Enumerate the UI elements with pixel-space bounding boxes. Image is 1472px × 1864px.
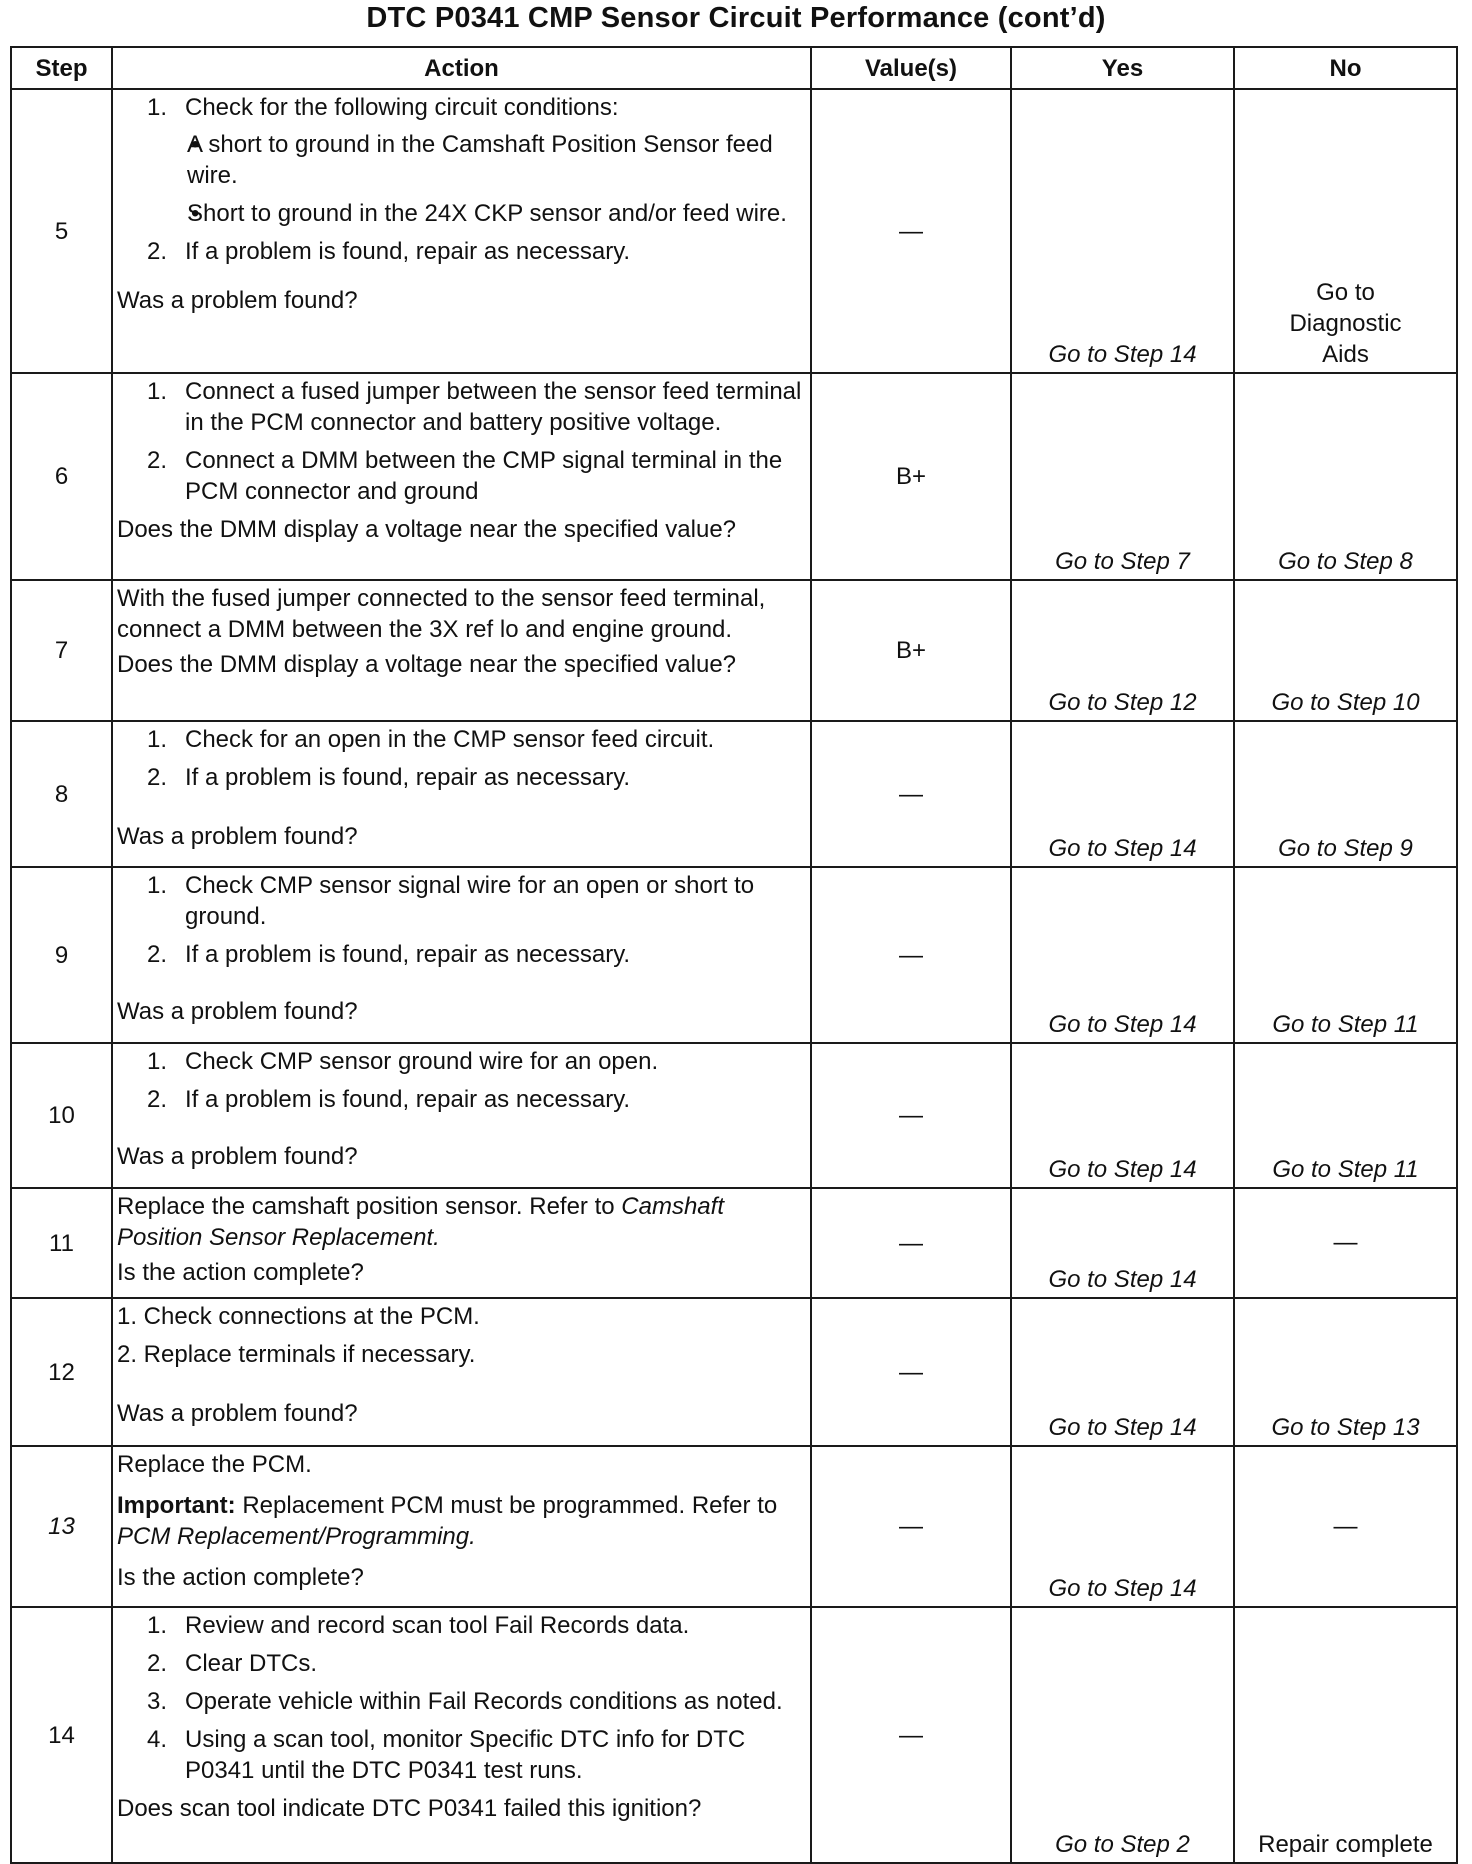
list-item: 1. Check connections at the PCM.: [117, 1303, 480, 1330]
no-cell: —: [1234, 1188, 1457, 1298]
value-cell: —: [811, 1607, 1011, 1863]
yes-cell: Go to Step 7: [1011, 373, 1234, 580]
value-cell: B+: [811, 580, 1011, 721]
list-item: 2. If a problem is found, repair as necessary.: [147, 764, 631, 791]
step-number: 12: [11, 1298, 112, 1446]
no-cell: Go to Step 13: [1234, 1298, 1457, 1446]
no-cell: Repair complete: [1234, 1607, 1457, 1863]
list-item: 4. Using a scan tool, monitor Specific DTC info for DTC P0341 until the DTC P0341 test runs.: [147, 1726, 746, 1784]
header-action: Action: [112, 47, 811, 89]
value-cell: B+: [811, 373, 1011, 580]
yes-cell: Go to Step 14: [1011, 1188, 1234, 1298]
yes-cell: Go to Step 14: [1011, 1043, 1234, 1188]
step-number: 13: [11, 1446, 112, 1607]
table-row: [11, 89, 1457, 373]
list-item: 3. Operate vehicle within Fail Records conditions as noted.: [147, 1688, 783, 1715]
list-item: 1. Check CMP sensor ground wire for an open.: [147, 1048, 659, 1075]
value-cell: —: [811, 1043, 1011, 1188]
value-cell: —: [811, 721, 1011, 867]
diagnostic-table: [10, 46, 1458, 1864]
question-text: Was a problem found?: [117, 1400, 358, 1427]
table-row: [11, 1188, 1457, 1298]
header-step: Step: [11, 47, 112, 89]
no-cell: Go to Step 11: [1234, 1043, 1457, 1188]
no-cell: Go to Step 10: [1234, 580, 1457, 721]
value-cell: —: [811, 867, 1011, 1043]
value-cell: —: [811, 1446, 1011, 1607]
list-item: 2. If a problem is found, repair as necessary.: [147, 941, 631, 968]
list-item: 1. Check CMP sensor signal wire for an open or short to ground.: [147, 872, 755, 930]
question-text: Was a problem found?: [117, 1143, 358, 1170]
action-text: With the fused jumper connected to the sensor feed terminal, connect a DMM between the 3X ref lo and engine ground.: [117, 585, 766, 643]
step-number: 10: [11, 1043, 112, 1188]
action-cell: [112, 721, 811, 867]
list-item: 2. If a problem is found, repair as necessary.: [147, 1086, 631, 1113]
yes-cell: Go to Step 14: [1011, 1298, 1234, 1446]
action-cell: [112, 1446, 811, 1607]
question-text: Was a problem found?: [117, 998, 358, 1025]
question-text: Was a problem found?: [117, 823, 358, 850]
value-cell: —: [811, 89, 1011, 373]
step-number: 8: [11, 721, 112, 867]
table-row: [11, 1043, 1457, 1188]
action-text: Replace the PCM.: [117, 1451, 312, 1478]
table-row: [11, 580, 1457, 721]
important-note: Important: Replacement PCM must be programmed. Refer to PCM Replacement/Programming.: [117, 1492, 778, 1550]
no-cell: Go to Diagnostic Aids: [1234, 89, 1457, 373]
list-item: 1. Check for an open in the CMP sensor feed circuit.: [147, 726, 715, 753]
value-cell: —: [811, 1298, 1011, 1446]
question-text: Is the action complete?: [117, 1564, 364, 1591]
list-item: 1. Review and record scan tool Fail Records data.: [147, 1612, 690, 1639]
step-number: 14: [11, 1607, 112, 1863]
table-row: [11, 373, 1457, 580]
reference-link[interactable]: PCM Replacement/Programming.: [117, 1523, 476, 1550]
no-cell: Go to Step 8: [1234, 373, 1457, 580]
yes-cell: Go to Step 14: [1011, 721, 1234, 867]
step-number: 7: [11, 580, 112, 721]
list-item: 2. Clear DTCs.: [147, 1650, 318, 1677]
step-number: 11: [11, 1188, 112, 1298]
question-text: Does the DMM display a voltage near the specified value?: [117, 651, 737, 678]
bullet-item: • Short to ground in the 24X CKP sensor and/or feed wire.: [117, 198, 806, 229]
table-row: [11, 867, 1457, 1043]
action-text: Replace the camshaft position sensor. Refer to Camshaft Position Sensor Replacement.: [117, 1193, 724, 1251]
action-cell: [112, 1188, 811, 1298]
list-item: 2. Connect a DMM between the CMP signal terminal in the PCM connector and ground: [147, 447, 783, 505]
list-item: 2. If a problem is found, repair as necessary.: [147, 238, 631, 265]
action-cell: [112, 1298, 811, 1446]
question-text: Does the DMM display a voltage near the specified value?: [117, 516, 737, 543]
step-number: 9: [11, 867, 112, 1043]
action-cell: [112, 580, 811, 721]
page-title: DTC P0341 CMP Sensor Circuit Performance (cont’d): [366, 2, 1106, 34]
yes-cell: Go to Step 2: [1011, 1607, 1234, 1863]
reference-link[interactable]: Camshaft Position Sensor Replacement.: [117, 1193, 724, 1251]
step-number: 6: [11, 373, 112, 580]
header-values: Value(s): [811, 47, 1011, 89]
table-row: [11, 1298, 1457, 1446]
table-row: [11, 721, 1457, 867]
yes-cell: Go to Step 14: [1011, 867, 1234, 1043]
question-text: Does scan tool indicate DTC P0341 failed this ignition?: [117, 1795, 702, 1822]
value-cell: —: [811, 1188, 1011, 1298]
action-cell: [112, 373, 811, 580]
question-text: Was a problem found?: [117, 287, 358, 314]
action-cell: [112, 1043, 811, 1188]
no-cell: —: [1234, 1446, 1457, 1607]
list-item: 2. Replace terminals if necessary.: [117, 1341, 476, 1368]
important-label: Important:: [117, 1492, 236, 1519]
header-no: No: [1234, 47, 1457, 89]
yes-cell: Go to Step 12: [1011, 580, 1234, 721]
action-cell: [112, 867, 811, 1043]
yes-cell: Go to Step 14: [1011, 1446, 1234, 1607]
question-text: Is the action complete?: [117, 1259, 364, 1286]
header-yes: Yes: [1011, 47, 1234, 89]
yes-cell: Go to Step 14: [1011, 89, 1234, 373]
action-cell: [112, 89, 811, 373]
action-cell: [112, 1607, 811, 1863]
bullet-list: [185, 129, 806, 229]
step-number: 5: [11, 89, 112, 373]
list-item: 1. Check for the following circuit conditions: • A short to ground in the Camshaft Position Sensor feed wire. • Short to ground in the 24X CKP sensor and/or feed wire.: [117, 92, 806, 229]
no-cell: Go to Step 11: [1234, 867, 1457, 1043]
no-cell: Go to Step 9: [1234, 721, 1457, 867]
header-row: [11, 47, 1457, 89]
table-row: [11, 1607, 1457, 1863]
list-item: 1. Connect a fused jumper between the sensor feed terminal in the PCM connector and battery positive voltage.: [147, 378, 802, 436]
bullet-item: • A short to ground in the Camshaft Position Sensor feed wire.: [117, 129, 806, 191]
table-row: [11, 1446, 1457, 1607]
